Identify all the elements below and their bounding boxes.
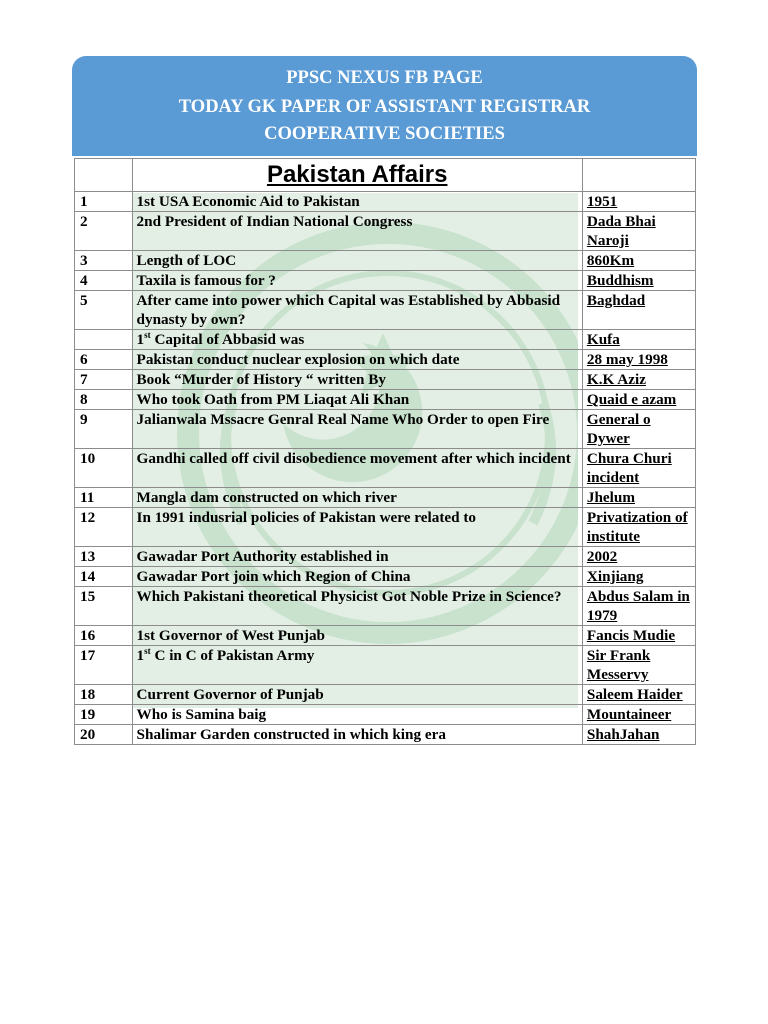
question-number: 3	[75, 251, 133, 271]
answer-text: General o Dywer	[582, 410, 695, 449]
question-text: Length of LOC	[132, 251, 582, 271]
question-text: In 1991 indusrial policies of Pakistan were related to	[132, 508, 582, 547]
question-number: 10	[75, 449, 133, 488]
question-text: Jalianwala Mssacre Genral Real Name Who Order to open Fire	[132, 410, 582, 449]
question-number: 12	[75, 508, 133, 547]
question-text-prefix: 1	[136, 647, 145, 664]
question-text: Shalimar Garden constructed in which king era	[132, 725, 582, 745]
title-row-blank-cell	[75, 159, 133, 192]
question-text-rest: C in C of Pakistan Army	[150, 647, 315, 664]
table-row	[75, 685, 696, 705]
answer-text: Jhelum	[582, 488, 695, 508]
table-row	[75, 410, 696, 449]
answer-text: Buddhism	[582, 271, 695, 291]
question-text	[132, 330, 582, 350]
question-number: 18	[75, 685, 133, 705]
table-row	[75, 251, 696, 271]
table-row	[75, 626, 696, 646]
table-row	[75, 350, 696, 370]
table-title-row	[75, 159, 696, 192]
answer-text: Saleem Haider	[582, 685, 695, 705]
table-row	[75, 212, 696, 251]
question-number: 11	[75, 488, 133, 508]
table-row	[75, 370, 696, 390]
table-row	[75, 567, 696, 587]
question-number: 9	[75, 410, 133, 449]
question-number: 2	[75, 212, 133, 251]
answer-text: Fancis Mudie	[582, 626, 695, 646]
answer-text: Xinjiang	[582, 567, 695, 587]
answer-text: 28 may 1998	[582, 350, 695, 370]
question-text	[132, 646, 582, 685]
question-text: Current Governor of Punjab	[132, 685, 582, 705]
answer-text: Sir Frank Messervy	[582, 646, 695, 685]
question-number: 7	[75, 370, 133, 390]
question-number: 1	[75, 192, 133, 212]
question-text: 1st USA Economic Aid to Pakistan	[132, 192, 582, 212]
question-text-rest: Capital of Abbasid was	[150, 331, 305, 348]
question-number: 17	[75, 646, 133, 685]
table-row	[75, 390, 696, 410]
page-header	[72, 56, 697, 156]
question-text: Mangla dam constructed on which river	[132, 488, 582, 508]
table-row	[75, 508, 696, 547]
ordinal-superscript: st	[144, 646, 151, 656]
answer-text: 2002	[582, 547, 695, 567]
answer-text: Kufa	[582, 330, 695, 350]
question-number: 20	[75, 725, 133, 745]
table-row	[75, 488, 696, 508]
question-number: 19	[75, 705, 133, 725]
answer-text: ShahJahan	[582, 725, 695, 745]
question-text: Pakistan conduct nuclear explosion on which date	[132, 350, 582, 370]
table-row	[75, 725, 696, 745]
question-text: Which Pakistani theoretical Physicist Got Noble Prize in Science?	[132, 587, 582, 626]
question-number: 15	[75, 587, 133, 626]
answer-text: Mountaineer	[582, 705, 695, 725]
question-text: Gawadar Port Authority established in	[132, 547, 582, 567]
question-number	[75, 330, 133, 350]
table-row	[75, 449, 696, 488]
question-text: 2nd President of Indian National Congress	[132, 212, 582, 251]
answer-text: 860Km	[582, 251, 695, 271]
question-text: Who took Oath from PM Liaqat Ali Khan	[132, 390, 582, 410]
answer-text: Dada Bhai Naroji	[582, 212, 695, 251]
header-title-line-1: TODAY GK PAPER OF ASSISTANT REGISTRAR	[178, 97, 591, 117]
table-title: Pakistan Affairs	[132, 159, 582, 192]
question-text: 1st Governor of West Punjab	[132, 626, 582, 646]
question-number: 14	[75, 567, 133, 587]
question-text: Who is Samina baig	[132, 705, 582, 725]
question-number: 6	[75, 350, 133, 370]
ordinal-superscript: st	[144, 330, 151, 340]
answer-text: Abdus Salam in 1979	[582, 587, 695, 626]
answer-text: 1951	[582, 192, 695, 212]
question-text: Gandhi called off civil disobedience movement after which incident	[132, 449, 582, 488]
answer-text: K.K Aziz	[582, 370, 695, 390]
table-row	[75, 271, 696, 291]
answer-text: Quaid e azam	[582, 390, 695, 410]
answer-text: Baghdad	[582, 291, 695, 330]
question-text-prefix: 1	[136, 331, 145, 348]
title-row-answer-cell	[582, 159, 695, 192]
header-title-line-2: COOPERATIVE SOCIETIES	[264, 124, 505, 144]
question-number: 4	[75, 271, 133, 291]
table-row	[75, 587, 696, 626]
answer-text: Privatization of institute	[582, 508, 695, 547]
question-number: 13	[75, 547, 133, 567]
table-row	[75, 646, 696, 685]
question-text: Gawadar Port join which Region of China	[132, 567, 582, 587]
table-row	[75, 705, 696, 725]
header-page-name: PPSC NEXUS FB PAGE	[286, 68, 483, 88]
table-row	[75, 547, 696, 567]
table-row	[75, 192, 696, 212]
question-text: Taxila is famous for ?	[132, 271, 582, 291]
table-row	[75, 330, 696, 350]
question-text: Book “Murder of History “ written By	[132, 370, 582, 390]
table-row	[75, 291, 696, 330]
question-number: 8	[75, 390, 133, 410]
question-text: After came into power which Capital was Established by Abbasid dynasty by own?	[132, 291, 582, 330]
question-number: 16	[75, 626, 133, 646]
question-number: 5	[75, 291, 133, 330]
answer-text: Chura Churi incident	[582, 449, 695, 488]
gk-question-table	[74, 158, 696, 745]
